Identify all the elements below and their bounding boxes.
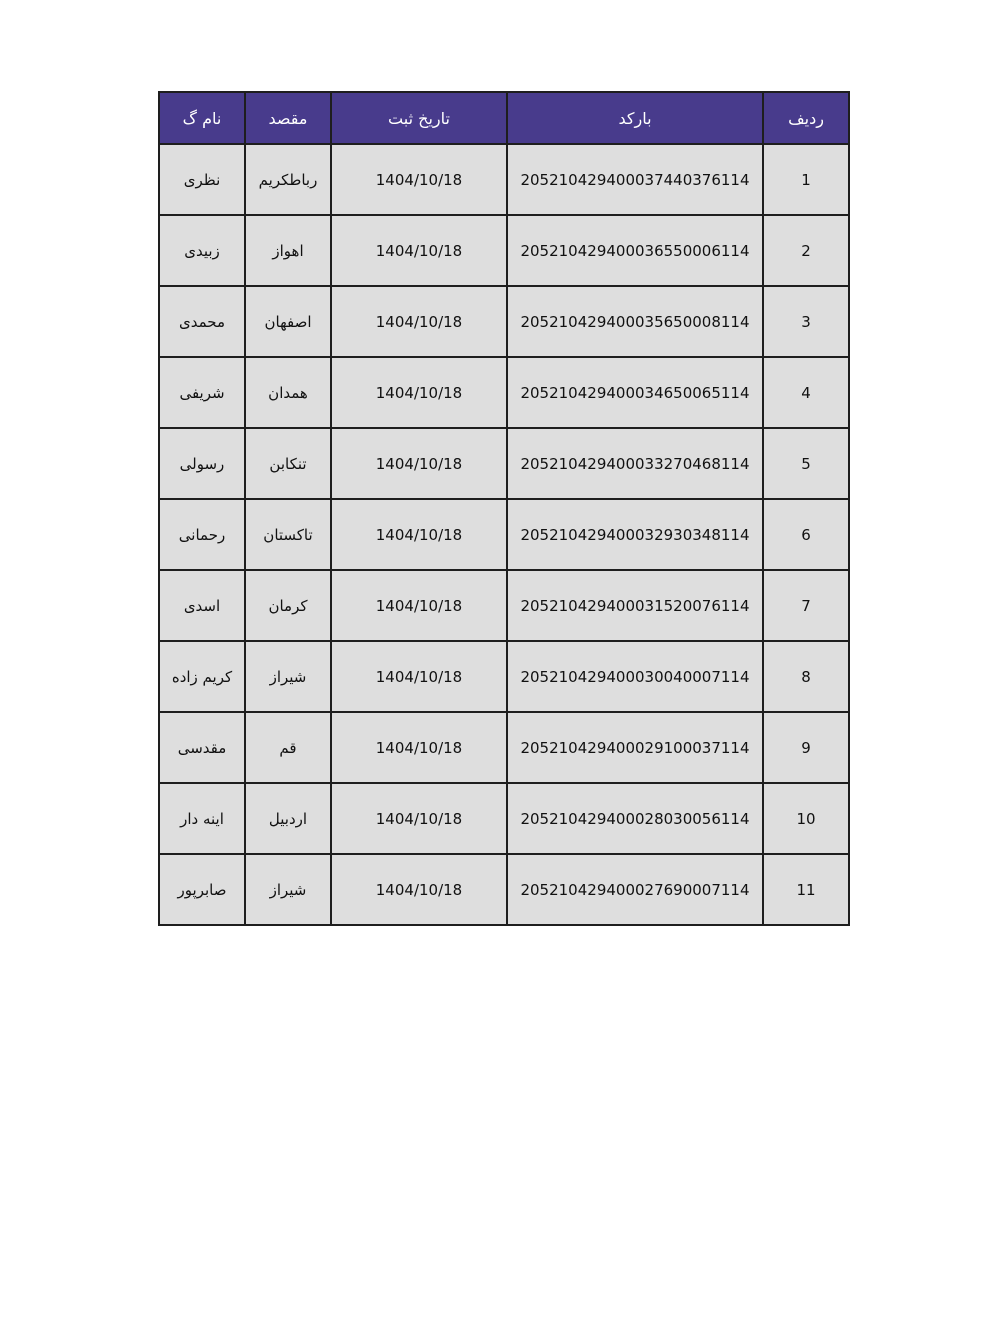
header-date: تاریخ ثبت [331, 92, 507, 144]
cell-date: 1404/10/18 [331, 215, 507, 286]
cell-name: رسولی [159, 428, 245, 499]
cell-destination: اصفهان [245, 286, 331, 357]
cell-barcode: 205210429400037440376114 [507, 144, 763, 215]
cell-barcode: 205210429400036550006114 [507, 215, 763, 286]
cell-row-number: 4 [763, 357, 849, 428]
cell-destination: کرمان [245, 570, 331, 641]
cell-destination: شیراز [245, 854, 331, 925]
header-barcode: بارکد [507, 92, 763, 144]
table-row [159, 712, 849, 783]
cell-barcode: 205210429400031520076114 [507, 570, 763, 641]
table-row [159, 783, 849, 854]
cell-barcode: 205210429400030040007114 [507, 641, 763, 712]
table-body [159, 144, 849, 925]
cell-row-number: 5 [763, 428, 849, 499]
cell-date: 1404/10/18 [331, 712, 507, 783]
cell-name: مقدسی [159, 712, 245, 783]
cell-destination: اهواز [245, 215, 331, 286]
cell-barcode: 205210429400029100037114 [507, 712, 763, 783]
cell-name: محمدی [159, 286, 245, 357]
cell-destination: اردبیل [245, 783, 331, 854]
header-row-number: ردیف [763, 92, 849, 144]
cell-barcode: 205210429400033270468114 [507, 428, 763, 499]
cell-name: کریم زاده [159, 641, 245, 712]
table-row [159, 428, 849, 499]
cell-row-number: 11 [763, 854, 849, 925]
cell-barcode: 205210429400032930348114 [507, 499, 763, 570]
shipment-table [158, 91, 850, 926]
cell-name: زبیدی [159, 215, 245, 286]
cell-date: 1404/10/18 [331, 428, 507, 499]
table-row [159, 286, 849, 357]
cell-name: صابرپور [159, 854, 245, 925]
cell-row-number: 6 [763, 499, 849, 570]
cell-name: نظری [159, 144, 245, 215]
table-row [159, 357, 849, 428]
cell-row-number: 8 [763, 641, 849, 712]
cell-date: 1404/10/18 [331, 357, 507, 428]
header-name: نام گ [159, 92, 245, 144]
shipment-table-container [158, 91, 848, 926]
cell-row-number: 3 [763, 286, 849, 357]
cell-row-number: 7 [763, 570, 849, 641]
header-destination: مقصد [245, 92, 331, 144]
cell-date: 1404/10/18 [331, 570, 507, 641]
cell-date: 1404/10/18 [331, 854, 507, 925]
cell-destination: تنکابن [245, 428, 331, 499]
cell-barcode: 205210429400028030056114 [507, 783, 763, 854]
cell-row-number: 10 [763, 783, 849, 854]
table-row [159, 854, 849, 925]
table-row [159, 570, 849, 641]
cell-date: 1404/10/18 [331, 499, 507, 570]
table-header-row [159, 92, 849, 144]
cell-row-number: 9 [763, 712, 849, 783]
cell-date: 1404/10/18 [331, 783, 507, 854]
table-row [159, 215, 849, 286]
cell-date: 1404/10/18 [331, 641, 507, 712]
cell-destination: قم [245, 712, 331, 783]
cell-name: شریفی [159, 357, 245, 428]
cell-name: رحمانی [159, 499, 245, 570]
table-row [159, 499, 849, 570]
cell-barcode: 205210429400027690007114 [507, 854, 763, 925]
cell-name: اسدی [159, 570, 245, 641]
cell-row-number: 1 [763, 144, 849, 215]
cell-destination: همدان [245, 357, 331, 428]
cell-date: 1404/10/18 [331, 144, 507, 215]
cell-barcode: 205210429400034650065114 [507, 357, 763, 428]
cell-barcode: 205210429400035650008114 [507, 286, 763, 357]
cell-destination: تاکستان [245, 499, 331, 570]
cell-date: 1404/10/18 [331, 286, 507, 357]
table-row [159, 641, 849, 712]
cell-destination: رباطکریم [245, 144, 331, 215]
table-row [159, 144, 849, 215]
cell-name: اینه دار [159, 783, 245, 854]
cell-row-number: 2 [763, 215, 849, 286]
cell-destination: شیراز [245, 641, 331, 712]
